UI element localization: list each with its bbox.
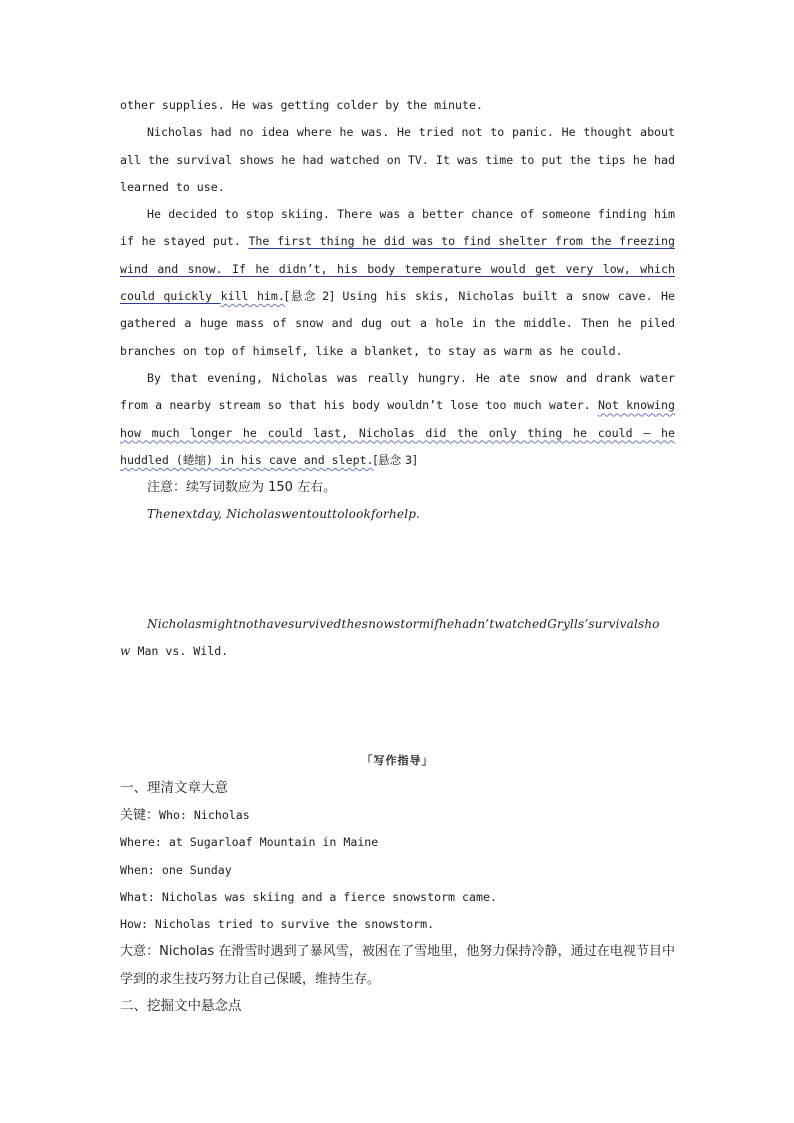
main-idea (120, 938, 675, 993)
suspense-wavy-3: Not knowing how much longer he could last, Nicholas did the only thing he could — he huddled (蜷缩) in his cave and slept. (120, 398, 675, 467)
key-label: 关键： (120, 807, 160, 823)
continuation-prompt-1: Thenextday, Nicholaswentouttolookforhelp. (147, 507, 421, 522)
who-text: Who: Nicholas (159, 807, 250, 822)
heading-1: 一、理清文章大意 (120, 779, 228, 796)
key-how: How: Nicholas tried to survive the snowstorm. (120, 917, 435, 932)
prompt2-rest: Man vs. Wild. (130, 644, 229, 659)
main-idea-label: 大意： (120, 944, 160, 960)
word-count-note: 注意：续写词数应为 150 左右。 (147, 480, 337, 496)
heading-2: 二、挖掘文中悬念点 (120, 998, 242, 1015)
story-paragraph-3 (120, 365, 675, 474)
story-paragraph-1: Nicholas had no idea where he was. He tried not to panic. He thought about all the survival shows he had watched on TV. It was time to put the tips he had learned to use. (120, 125, 675, 194)
suspense-wavy-2: kill him. (220, 289, 285, 304)
suspense-tag-3: [悬念 3] (373, 452, 417, 467)
story-text: He decided to stop skiing. There was a better chance of someone finding him if he stayed put. (120, 207, 675, 249)
writing-space-2 (120, 665, 675, 747)
writing-space-1 (120, 529, 675, 611)
story-text: Using his skis, Nicholas built a snow cave. He gathered a huge mass of snow and dug out a hole in the middle. Then he piled branches on top of himself, like a blanket, to stay as warm as he could. (120, 289, 675, 358)
story-paragraph-2 (120, 201, 675, 365)
prompt2-italic-end: w (120, 644, 131, 659)
key-what: What: Nicholas was skiing and a fierce snowstorm came. (120, 889, 497, 904)
suspense-underline-2: The first thing he did was to find shelter from the freezing wind and snow. If he didn’t, his body temperature would get very low, which could quickly (120, 234, 675, 304)
key-when: When: one Sunday (120, 862, 232, 877)
key-who (120, 802, 675, 829)
main-idea-text: Nicholas 在滑雪时遇到了暴风雪，被困在了雪地里，他努力保持冷静，通过在电视节目中学到的求生技巧努力让自己保暖，维持生存。 (120, 944, 675, 987)
story-paragraph-0: other supplies. He was getting colder by the minute. (120, 98, 483, 112)
document-page (120, 92, 675, 1020)
key-where: Where: at Sugarloaf Mountain in Maine (120, 835, 379, 850)
section-title: 「写作指导」 (361, 754, 434, 768)
suspense-tag-2: [悬念 2] (284, 289, 334, 304)
continuation-prompt-2 (120, 611, 675, 666)
story-text: By that evening, Nicholas was really hungry. He ate snow and drank water from a nearby stream so that his body wouldn’t lose too much water. (120, 370, 675, 413)
prompt2-italic: Nicholasmightnothavesurvivedthesnowstormifhehadn’twatchedGrylls’survivalsho (147, 616, 660, 631)
